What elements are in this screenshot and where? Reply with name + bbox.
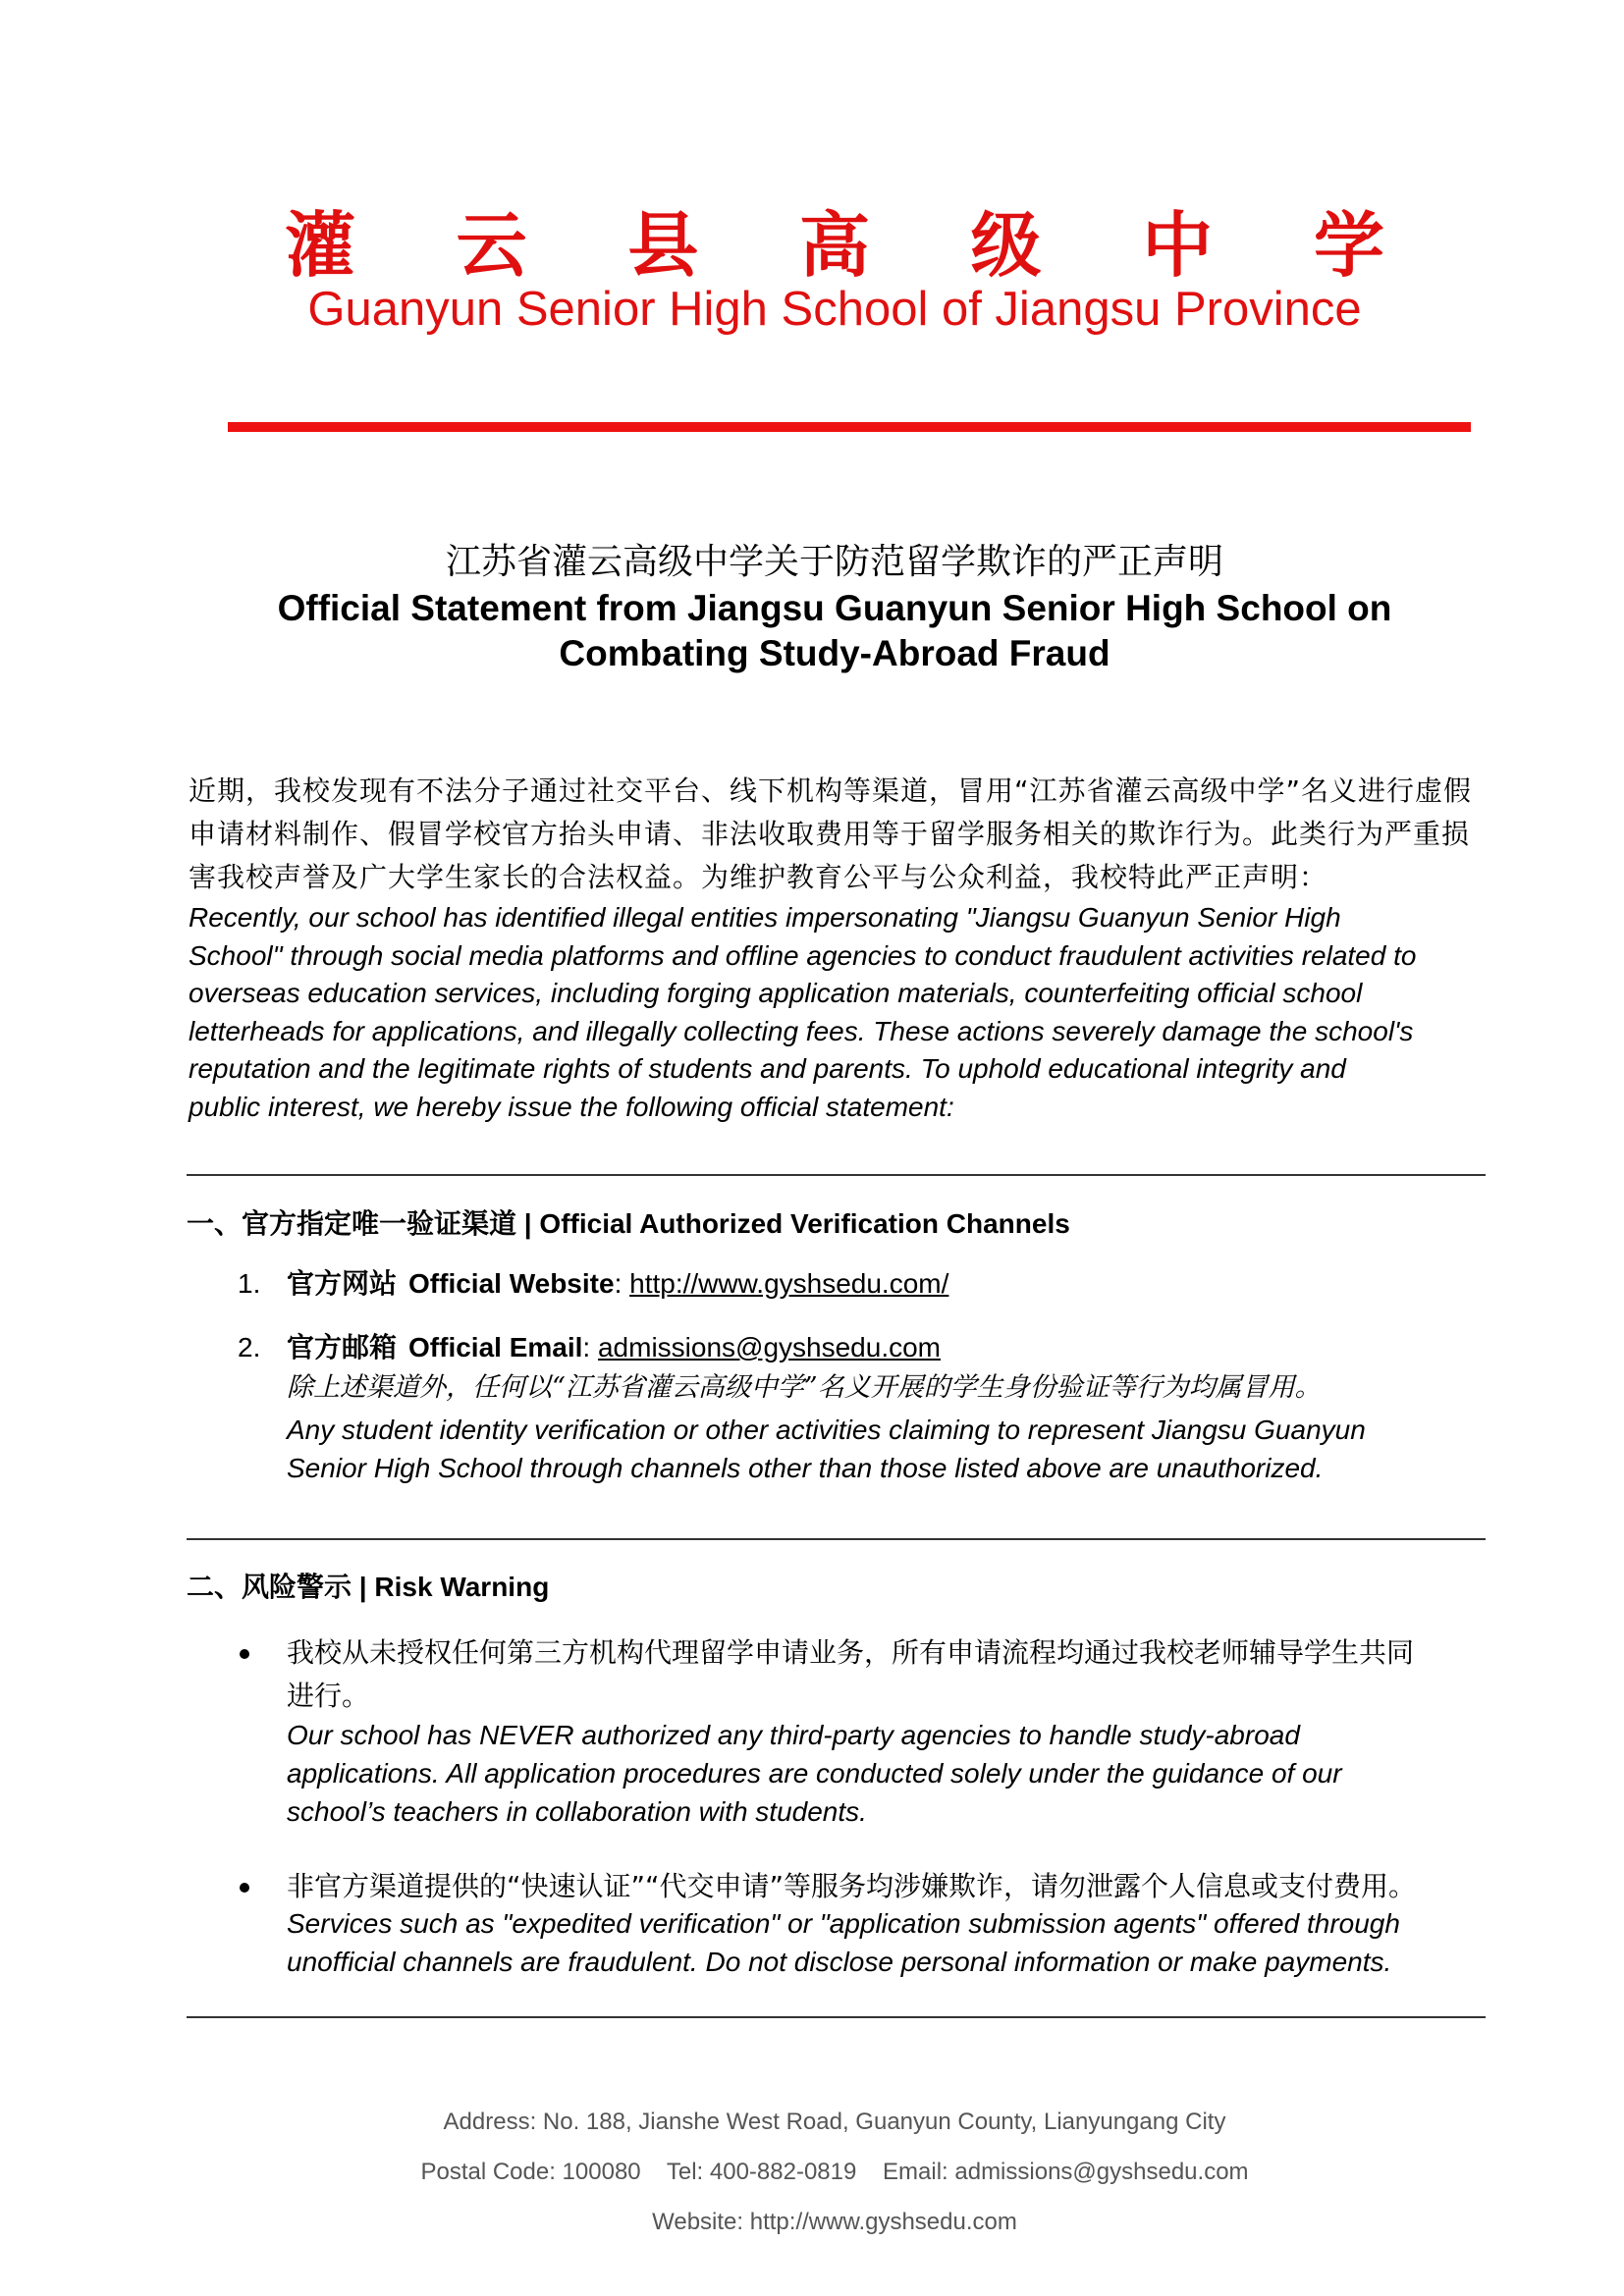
school-name-cn [285,201,1384,290]
footer-website: Website: http://www.gyshsedu.com [652,2209,1017,2235]
statement-title-en-line: Official Statement from Jiangsu Guanyun Senior High School on [277,588,1392,628]
channel-note-en [287,1411,1465,1487]
intro-en-line: public interest, we hereby issue the following official statement: [189,1091,954,1122]
bullet-dot-icon [240,1649,249,1659]
intro-en-line: overseas education services, including forging application materials, counterfeiting official school [189,978,1363,1009]
section1-heading-sep: | [516,1208,540,1239]
school-name-char: 学 [1313,204,1384,287]
channel-note-en-line: Any student identity verification or other activities claiming to represent Jiangsu Guanyun [287,1415,1366,1445]
school-name-char: 高 [798,204,870,287]
school-name-char: 级 [970,204,1042,287]
statement-title-cn: 江苏省灌云高级中学关于防范留学欺诈的严正声明 [445,542,1223,582]
school-name-char: 中 [1142,204,1214,287]
bullet2-cn [287,1865,1487,1908]
intro-cn-line: 害我校声誉及广大学生家长的合法权益。为维护教育公平与公众利益，我校特此严正声明： [189,861,1328,893]
section-divider [187,1174,1486,1176]
bullet1-cn-line: 进行。 [287,1680,370,1712]
section-divider [187,2016,1486,2018]
footer-address: Address: No. 188, Jianshe West Road, Guanyun County, Lianyungang City [443,2109,1226,2135]
school-name-char: 灌 [285,204,356,287]
bullet2-en [287,1904,1487,1981]
bullet1-en-line: Our school has NEVER authorized any third-party agencies to handle study-abroad [287,1720,1300,1750]
section1-heading-cn: 一、官方指定唯一验证渠道 [187,1207,517,1240]
school-name-en: Guanyun Senior High School of Jiangsu Province [307,283,1362,336]
section2-heading-en: Risk Warning [374,1572,550,1602]
channel-note-cn: 除上述渠道外，任何以“江苏省灌云高级中学”名义开展的学生身份验证等行为均属冒用。 [287,1372,1322,1403]
bullet2-en-line: unofficial channels are fraudulent. Do not disclose personal information or make payments. [287,1947,1392,1977]
bullet1-en-line: applications. All application procedures are conducted solely under the guidance of our [287,1758,1342,1789]
section2-heading-sep: | [352,1572,375,1602]
website-label-cn: 官方网站 [287,1267,398,1300]
official-email-item [287,1328,1485,1367]
list-number: 1. [238,1268,261,1299]
section1-heading [187,1204,1070,1244]
website-colon: : [614,1268,630,1299]
bullet1-en [287,1716,1487,1831]
bullet1-cn-line: 我校从未授权任何第三方机构代理留学申请业务，所有申请流程均通过我校老师辅导学生共同 [287,1636,1415,1669]
email-colon: : [582,1332,598,1362]
school-name-char: 云 [456,204,527,287]
section2-heading [187,1568,549,1607]
school-name-char: 县 [627,204,699,287]
intro-cn-line: 近期，我校发现有不法分子通过社交平台、线下机构等渠道，冒用“江苏省灌云高级中学”名义进行虚假 [189,774,1473,807]
section1-heading-en: Official Authorized Verification Channels [539,1208,1070,1239]
intro-cn-line: 申请材料制作、假冒学校官方抬头申请、非法收取费用等于留学服务相关的欺诈行为。此类行为严重损 [189,818,1471,850]
intro-en-line: reputation and the legitimate rights of students and parents. To uphold educational integrity and [189,1053,1346,1085]
channel-note-en-line: Senior High School through channels other than those listed above are unauthorized. [287,1453,1324,1483]
bullet2-cn-line: 非官方渠道提供的“快速认证”“代交申请”等服务均涉嫌欺诈，请勿泄露个人信息或支付费用。 [287,1870,1417,1902]
statement-title-en-line: Combating Study-Abroad Fraud [559,633,1110,673]
email-link[interactable]: admissions@gyshsedu.com [597,1332,941,1362]
intro-paragraph-en [189,899,1494,1127]
intro-en-line: letterheads for applications, and illegally collecting fees. These actions severely damage the school's [189,1015,1414,1046]
statement-title-en [0,586,1624,676]
intro-en-line: School" through social media platforms and offline agencies to conduct fraudulent activities related to [189,939,1417,971]
email-label-cn: 官方邮箱 [287,1331,398,1363]
bullet2-en-line: Services such as "expedited verification" or "application submission agents" offered through [287,1908,1400,1939]
intro-en-line: Recently, our school has identified illegal entities impersonating "Jiangsu Guanyun Senior High [189,902,1341,933]
bullet-dot-icon [240,1883,249,1893]
website-label-en: Official Website [408,1268,615,1299]
bullet1-en-line: school’s teachers in collaboration with students. [287,1796,867,1827]
intro-paragraph-cn [189,770,1494,899]
bullet1-cn [287,1631,1487,1718]
section-divider [187,1538,1486,1540]
section2-heading-cn: 二、风险警示 [187,1571,352,1603]
footer-contact: Postal Code: 100080 Tel: 400-882-0819 Email: admissions@gyshsedu.com [420,2159,1249,2185]
header-divider [228,422,1471,432]
website-link[interactable]: http://www.gyshsedu.com/ [629,1268,949,1299]
list-number: 2. [238,1332,261,1362]
official-website-item [287,1264,1485,1304]
email-label-en: Official Email [408,1332,583,1362]
